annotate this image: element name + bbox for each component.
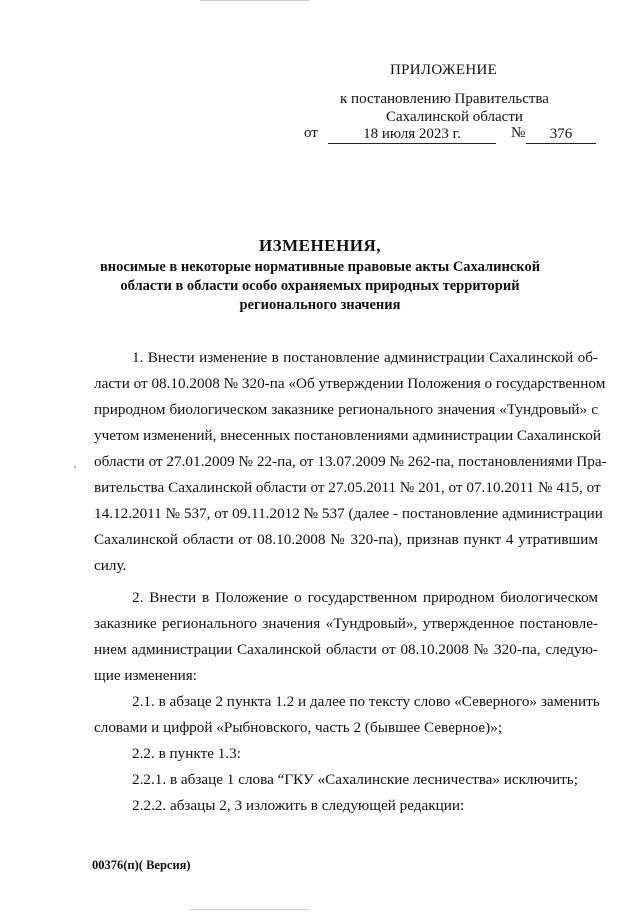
appendix-line-2: Сахалинской области	[386, 109, 523, 125]
scan-edge-line-bottom	[190, 909, 310, 910]
text-line: вительства Сахалинской области от 27.05.2011 № 201, от 07.10.2011 № 415, от	[94, 479, 601, 496]
text-line: области от 27.01.2009 № 22-па, от 13.07.2009 № 262-па, постановлениями Пра-	[94, 453, 607, 470]
text-line: 2. Внести в Положение о государственном природном биологическом	[132, 589, 598, 606]
scan-speck	[74, 466, 76, 468]
document-title: ИЗМЕНЕНИЯ,	[258, 236, 382, 255]
text-line: 2.1. в абзаце 2 пункта 1.2 и далее по тексту слово «Северного» заменить	[132, 693, 600, 710]
document-subtitle-line-3: регионального значения	[239, 297, 401, 313]
text-line: 2.2.1. в абзаце 1 слова “ГКУ «Сахалинские лесничества» исключить;	[132, 771, 578, 788]
text-line: щие изменения:	[94, 667, 197, 684]
appendix-title: ПРИЛОЖЕНИЕ	[390, 62, 498, 78]
resolution-number: 376	[526, 125, 596, 144]
number-prefix: №	[511, 125, 526, 141]
document-subtitle-line-1: вносимые в некоторые нормативные правовые акты Сахалинской	[99, 259, 541, 275]
resolution-date-row	[304, 125, 604, 147]
date-prefix: от	[304, 125, 318, 141]
text-line: словами и цифрой «Рыбновского, часть 2 (бывшее Северное)»;	[94, 719, 503, 736]
text-line: природном биологическом заказнике регионального значения «Тундровый» с	[94, 401, 598, 418]
footer-document-code: 00376(п)( Версия)	[92, 858, 191, 872]
text-line: Сахалинской области от 08.10.2008 № 320-па), признав пункт 4 утратившим	[94, 531, 598, 548]
text-line: нием администрации Сахалинской области от 08.10.2008 № 320-па, следую-	[94, 641, 598, 658]
text-line: ласти от 08.10.2008 № 320-па «Об утверждении Положения о государственном	[94, 375, 606, 392]
text-line: 2.2. в пункте 1.3:	[132, 745, 241, 762]
text-line: 14.12.2011 № 537, от 09.11.2012 № 537 (далее - постановление администрации	[94, 505, 603, 522]
text-line: 1. Внести изменение в постановление администрации Сахалинской об-	[132, 349, 598, 366]
text-line: учетом изменений, внесенных постановлениями администрации Сахалинской	[94, 427, 601, 444]
appendix-line-1: к постановлению Правительства	[340, 91, 549, 107]
text-line: заказнике регионального значения «Тундровый», утвержденное постановле-	[94, 615, 598, 632]
document-subtitle-line-2: области в области особо охраняемых природных территорий	[120, 278, 520, 294]
text-line: 2.2.2. абзацы 2, 3 изложить в следующей редакции:	[132, 797, 465, 814]
scan-edge-line-top	[200, 0, 310, 1]
text-line: силу.	[94, 557, 127, 574]
resolution-date: 18 июля 2023 г.	[328, 125, 496, 144]
